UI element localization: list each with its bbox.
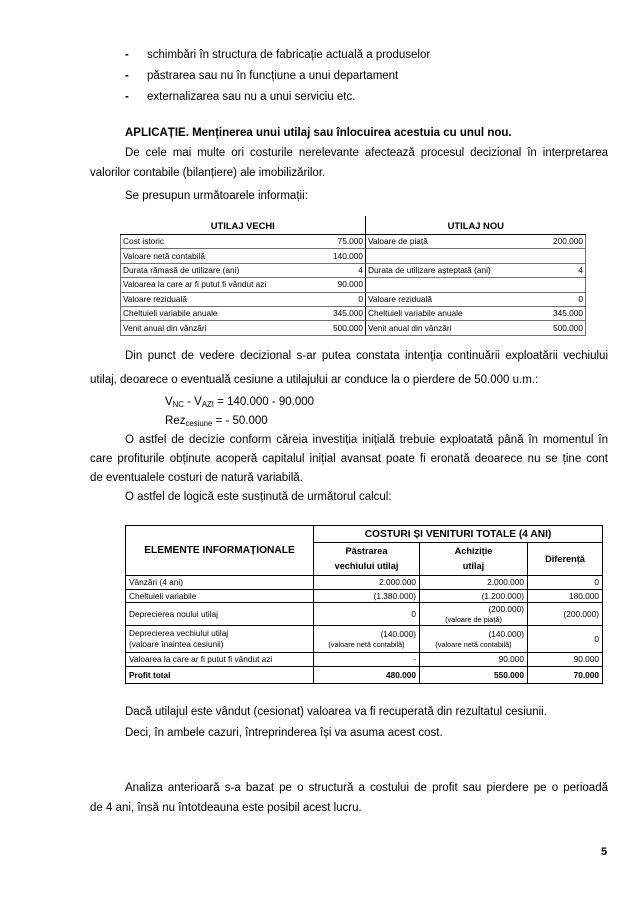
buy-cell [420,603,528,626]
old-label: Venit anual din vânzări [121,321,299,335]
section-heading: APLICAȚIE. Menținerea unui utilaj sau înlocuirea acestuia cu unul nou. [125,127,512,139]
difference-value: 0 [528,576,603,590]
row-label-cell [126,626,314,653]
new-label: Valoare reziduală [366,292,526,306]
group-header: COSTURI ȘI VENITURI TOTALE (4 ANI) [314,526,603,543]
paragraph-line: utilaj, deoarece o eventuală cesiune a utilajului ar conduce la o pierdere de 50.000 u.m.: [90,374,539,386]
header-line: vechiului utilaj [334,561,399,571]
new-label [366,278,526,292]
paragraph-line: valorilor contabile (bilanțiere) ale imobilizărilor. [90,167,326,179]
keep-value: 2.000.000 [314,576,420,590]
table-row [126,576,603,590]
new-label: Valoare de piață [366,235,526,249]
old-label: Valoare netă contabilă [121,249,299,263]
bullet-marker: - [125,49,129,61]
keep-value: (1.380.000) [314,590,420,603]
paragraph-line: de eventualele costuri de natură variabilă. [90,472,303,484]
buy-value: 2.000.000 [420,576,528,590]
difference-value: 180.000 [528,590,603,603]
formula-subscript: cesiune [185,419,213,428]
old-label: Cost istoric [121,235,299,249]
elements-header: ELEMENTE INFORMAȚIONALE [126,526,314,576]
old-label: Valoarea la care ar fi putut fi vândut azi [121,278,299,292]
difference-value: 0 [528,626,603,653]
paragraph-line: De cele mai multe ori costurile nerelevante afectează procesul decizional în interpretarea [125,147,608,159]
bullet-marker: - [125,91,129,103]
header-line: utilaj [462,561,485,571]
new-label: Durata de utilizare așteptată (ani) [366,263,526,277]
header-line: Păstrarea [345,546,388,556]
new-value [526,249,586,263]
new-label: Venit anual din vânzări [366,321,526,335]
old-label: Durata rămasă de utilizare (ani) [121,263,299,277]
row-label: Deprecierea vechiului utilaj [129,628,229,638]
old-value: 75.000 [299,235,366,249]
table-row [121,321,586,335]
buy-value: (200.000) [488,603,524,614]
difference-column-header: Diferență [528,543,603,576]
paragraph-line: Analiza anterioară s-a bazat pe o structură a costului de profit sau pierdere pe o perioadă [125,782,608,794]
paragraph-line: Dacă utilajul este vândut (cesionat) valoarea va fi recuperată din rezultatul cesiunii. [125,706,547,718]
bullet-item: schimbări în structura de fabricație actuală a produselor [147,49,431,61]
paragraph-line: Deci, în ambele cazuri, întreprinderea își va asuma acest cost. [125,727,443,739]
table-row [126,603,603,626]
keep-column-header [314,543,420,576]
formula-subscript: NC [172,400,184,409]
table-row [121,263,586,277]
old-value: 140.000 [299,249,366,263]
old-label: Valoare reziduală [121,292,299,306]
table-row [121,306,586,320]
new-value: 500.000 [526,321,586,335]
table-row [121,278,586,292]
buy-column-header [420,543,528,576]
new-value: 200.000 [526,235,586,249]
paragraph-line: O astfel de logică este susținută de următorul calcul: [125,491,392,503]
formula-value-difference [165,393,314,411]
paragraph-line: care profiturile obținute acoperă capitalul inițial avansat poate fi eronată deoarece nu se ține cont [90,453,608,465]
buy-cell [420,626,528,653]
row-label: Deprecierea noului utilaj [126,603,314,626]
row-label-note: (valoare înaintea cesiunii) [129,639,224,649]
keep-value: 480.000 [314,667,420,684]
table-row [126,590,603,603]
formula-subscript: AZI [201,400,214,409]
old-value: 0 [299,292,366,306]
keep-note: (valoare netă contabilă) [328,639,405,649]
table-row [121,249,586,263]
buy-note: (valoare de piață) [445,614,502,624]
row-label: Cheltuieli variabile [126,590,314,603]
new-value: 4 [526,263,586,277]
old-value: 4 [299,263,366,277]
formula-expression: = 140.000 - 90.000 [213,396,315,408]
old-value: 500.000 [299,321,366,335]
page-number: 5 [601,846,608,858]
buy-value: (140.000) [488,628,524,639]
header-line: Achiziție [454,546,493,556]
bullet-marker: - [125,70,129,82]
new-value: 345.000 [526,306,586,320]
difference-value: (200.000) [528,603,603,626]
keep-value: 0 [314,603,420,626]
paragraph-line: Din punct de vedere decizional s-ar putea constata intenția continuării exploatării vechiului [125,350,608,362]
buy-value: 90.000 [420,653,528,667]
keep-value: (140.000) [380,628,416,639]
old-label: Cheltuieli variabile anuale [121,306,299,320]
formula-symbol: Rez [165,415,186,427]
new-label [366,249,526,263]
table-row [121,235,586,249]
bullet-item: externalizarea sau nu a unui serviciu etc. [147,91,356,103]
difference-value: 70.000 [528,667,603,684]
old-value: 90.000 [299,278,366,292]
row-label: Vânzări (4 ani) [126,576,314,590]
table-row [121,292,586,306]
table-header-row [121,216,586,235]
equipment-comparison-table [120,216,586,336]
table-row [126,626,603,653]
buy-value: 550.000 [420,667,528,684]
paragraph-line: O astfel de decizie conform căreia investiția inițială trebuie exploatată până în momentul în [125,434,608,446]
formula-symbol: - V [183,396,202,408]
keep-cell [314,626,420,653]
new-label: Cheltuieli variabile anuale [366,306,526,320]
difference-value: 90.000 [528,653,603,667]
row-label: Valoarea la care ar fi putut fi vândut azi [126,653,314,667]
paragraph-line: de 4 ani, însă nu întotdeauna este posibil acest lucru. [90,802,362,814]
cost-revenue-table [125,525,603,684]
new-value: 0 [526,292,586,306]
old-equipment-title: UTILAJ VECHI [121,216,366,235]
row-label: Profit total [126,667,314,684]
total-row [126,667,603,684]
new-equipment-title: UTILAJ NOU [366,216,586,235]
old-value: 345.000 [299,306,366,320]
keep-value: - [314,653,420,667]
formula-symbol: V [165,396,173,408]
assumptions-intro: Se presupun următoarele informații: [125,190,308,202]
table-header-row [126,526,603,543]
table-row [126,653,603,667]
buy-note: (valoare netă contabilă) [435,639,512,649]
new-value [526,278,586,292]
formula-expression: = - 50.000 [212,415,268,427]
buy-value: (1.200.000) [420,590,528,603]
bullet-item: păstrarea sau nu în funcțiune a unui departament [147,70,399,82]
formula-disposal-result [165,412,268,430]
